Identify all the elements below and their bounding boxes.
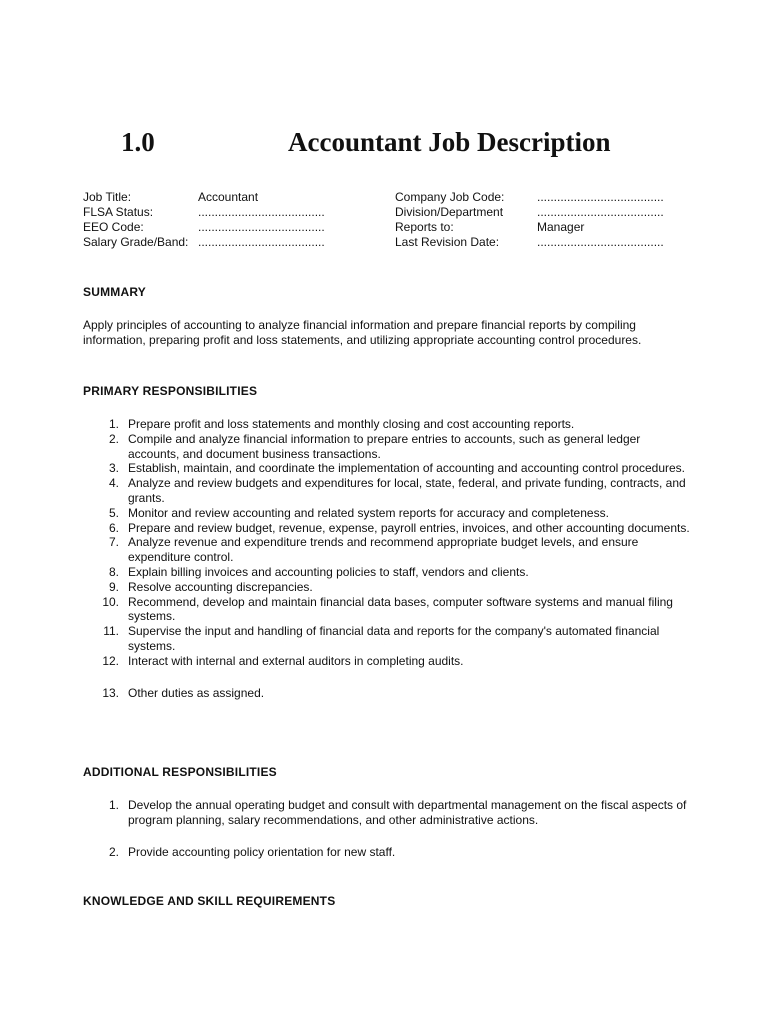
list-text: Analyze and review budgets and expenditures for local, state, federal, and private funding, contracts, and grants. [128,476,686,505]
info-value: Accountant [198,190,259,204]
list-item [83,624,693,654]
info-label: Company Job Code: [395,190,505,204]
list-text: Prepare profit and loss statements and monthly closing and cost accounting reports. [128,417,575,431]
info-label: Reports to: [395,220,454,234]
list-item [83,461,693,476]
list-number: 10. [102,594,119,609]
list-text: Provide accounting policy orientation for new staff. [128,844,396,859]
list-text: Compile and analyze financial information to prepare entries to accounts, such as general ledger accounts, and document business transactions. [128,431,641,461]
info-value: ...................................... [198,220,325,234]
section-number: 1.0 [121,127,155,157]
info-label: EEO Code: [83,220,144,234]
list-number: 8. [108,564,119,579]
list-number: 4. [108,476,119,491]
info-label: Job Title: [83,190,132,204]
list-text: Explain billing invoices and accounting policies to staff, vendors and clients. [128,564,529,579]
list-item [83,476,693,506]
summary-heading: SUMMARY [83,285,146,299]
list-item [83,506,693,521]
list-item [83,595,693,625]
list-text: Analyze revenue and expenditure trends and recommend appropriate budget levels, and ensure expenditure control. [128,535,639,565]
list-item [83,686,693,701]
info-label: Last Revision Date: [395,235,500,249]
list-item [83,432,693,462]
list-number: 11. [103,624,119,639]
list-number: 9. [108,579,119,594]
list-item [83,798,693,828]
list-item [83,535,693,565]
additional-responsibilities-list [83,798,693,859]
list-number: 1. [108,417,119,431]
list-number: 5. [108,505,119,520]
list-text: Other duties as assigned. [128,685,265,700]
info-value: ...................................... [198,205,325,219]
info-value: ...................................... [537,235,664,249]
info-value: ...................................... [198,235,325,249]
additional-responsibilities-heading: ADDITIONAL RESPONSIBILITIES [83,765,277,779]
list-text: Monitor and review accounting and related system reports for accuracy and completeness. [128,505,609,520]
list-text: Interact with internal and external auditors in completing audits. [128,653,464,668]
list-item [83,654,693,669]
list-item [83,845,693,860]
info-value: ...................................... [537,190,664,204]
list-item [83,565,693,580]
knowledge-skill-heading: KNOWLEDGE AND SKILL REQUIREMENTS [83,894,336,908]
list-item [83,417,693,432]
list-text: Prepare and review budget, revenue, expense, payroll entries, invoices, and other accounting documents. [128,520,690,535]
list-number: 2. [108,844,119,859]
list-number: 2. [108,431,119,446]
list-number: 7. [108,535,119,550]
list-text: Establish, maintain, and coordinate the implementation of accounting and accounting control procedures. [128,461,686,476]
document-title [0,124,768,160]
primary-responsibilities-list [83,417,693,700]
info-value: ...................................... [537,205,664,219]
list-number: 6. [108,520,119,535]
list-text: Resolve accounting discrepancies. [128,579,313,594]
list-item [83,580,693,595]
info-label: Division/Department [395,205,504,219]
primary-responsibilities-heading: PRIMARY RESPONSIBILITIES [83,384,258,398]
list-number: 12. [102,653,119,668]
list-text: Supervise the input and handling of financial data and reports for the company's automated financial systems. [128,624,660,653]
list-number: 3. [108,461,119,476]
list-text: Develop the annual operating budget and consult with departmental management on the fiscal aspects of program planning, salary recommendations, and other administrative actions. [128,798,687,827]
list-number: 13. [102,685,119,700]
list-number: 1. [108,798,119,812]
page-title: Accountant Job Description [288,127,611,157]
info-value: Manager [537,220,585,234]
info-label: FLSA Status: [83,205,154,219]
summary-text: Apply principles of accounting to analyze financial information and prepare financial reports by compiling information, preparing profit and loss statements, and utilizing appropriate accounting control procedures. [83,318,642,347]
list-text: Recommend, develop and maintain financial data bases, computer software systems and manual filing systems. [128,594,673,624]
list-item [83,521,693,536]
info-label: Salary Grade/Band: [83,235,189,249]
